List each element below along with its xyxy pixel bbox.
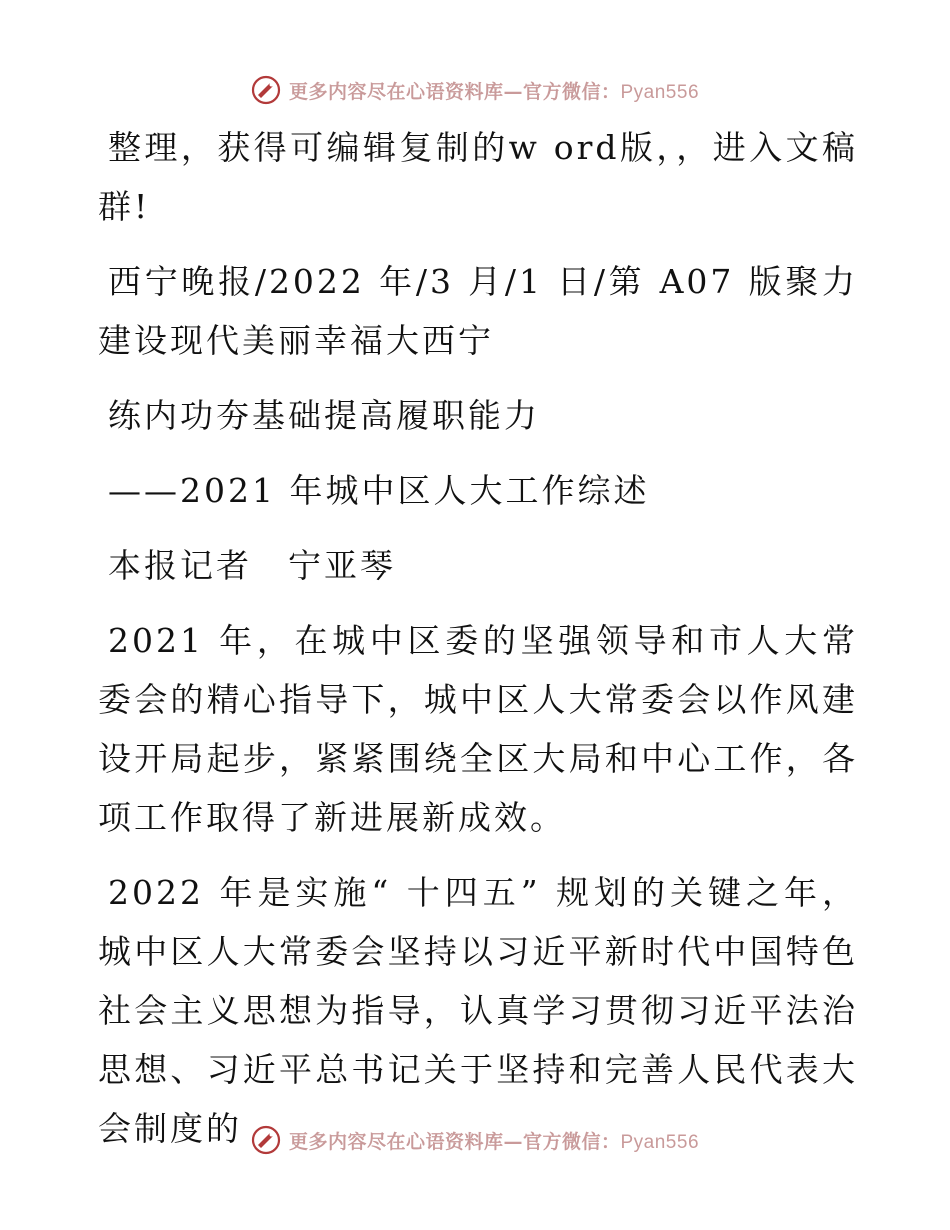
watermark-account: Pyan556 (620, 81, 700, 103)
paragraph-body-1: 2021 年，在城中区委的坚强领导和市人大常委会的精心指导下，城中区人大常委会以作风建设开局起步，紧紧围绕全区大局和中心工作，各项工作取得了新进展新成效。 (98, 621, 858, 837)
article-byline: 本报记者 宁亚琴 (108, 546, 396, 585)
paragraph-body-2: 2022 年是实施“ 十四五” 规划的关键之年，城中区人大常委会坚持以习近平新时代中国特色社会主义思想为指导，认真学习贯彻习近平法治思想、习近平总书记关于坚持和完善人民代表大会制度的 (98, 873, 858, 1148)
header-watermark (0, 70, 950, 110)
footer-watermark (0, 1120, 950, 1160)
watermark-text (289, 1127, 699, 1154)
seal-logo-icon (251, 75, 281, 105)
seal-logo-icon (251, 1125, 281, 1155)
paragraph-source: 西宁晚报/2022 年/3 月/1 日/第 A07 版聚力建设现代美丽幸福大西宁 (98, 262, 858, 360)
watermark-brand: 更多内容尽在心语资料库—官方微信： (288, 80, 621, 103)
watermark-account: Pyan556 (620, 1131, 700, 1153)
document-body (98, 118, 858, 1174)
paragraph-intro: 整理，获得可编辑复制的w ord版，，进入文稿群! (98, 128, 858, 226)
watermark-text (289, 77, 699, 104)
article-subtitle: ——2021 年城中区人大工作综述 (108, 471, 650, 510)
article-title: 练内功夯基础提高履职能力 (108, 396, 540, 435)
watermark-brand: 更多内容尽在心语资料库—官方微信： (288, 1130, 621, 1153)
